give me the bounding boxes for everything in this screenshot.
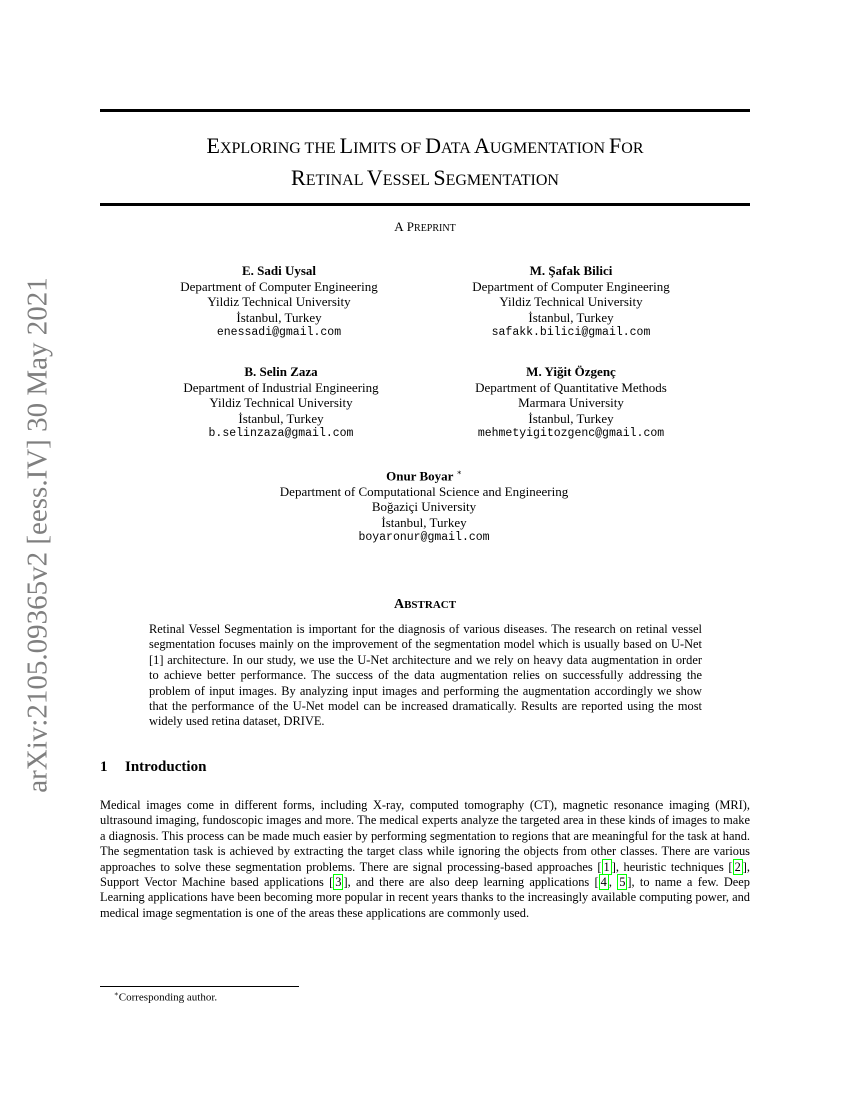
author-university: Yildiz Technical University xyxy=(207,294,351,309)
citation-link-2[interactable]: 2 xyxy=(734,859,741,874)
abstract-heading: ABSTRACT xyxy=(393,597,457,612)
author-name: B. Selin Zaza xyxy=(244,364,318,379)
author-department: Department of Quantitative Methods xyxy=(475,379,667,395)
preprint-label: A PREPRINT xyxy=(394,219,456,234)
title-rule-bottom xyxy=(100,203,750,206)
author-university: Boğaziçi University xyxy=(371,499,477,515)
author-city: İstanbul, Turkey xyxy=(528,309,614,325)
author-department: Department of Computer Engineering xyxy=(180,278,378,294)
author-block-5 xyxy=(274,465,574,546)
author-name: M. Şafak Bilici xyxy=(529,263,613,278)
author-university: Yildiz Technical University xyxy=(209,395,353,410)
author-city: İstanbul, Turkey xyxy=(236,309,322,325)
abstract-text: Retinal Vessel Segmentation is important for the diagnosis of various diseases. The research on retinal vessel segmentation focuses mainly on the improvement of the segmentation model which is usually based on U-Net [1] architecture. In our study, we use the U-Net architecture and we rely on heavy data augmentation in order to achieve better performance. The success of the data augmentation relies on successfully addressing the problem of input images. By analyzing input images and performing the augmentation accordingly we show that the performance of the U-Net model can be increased dramatically. Results are reported using the most widely used retina dataset, DRIVE. xyxy=(149,622,702,729)
author-university: Marmara University xyxy=(518,395,624,410)
author-name: E. Sadi Uysal xyxy=(241,263,317,278)
section-title: Introduction xyxy=(125,759,207,775)
corresponding-author-mark[interactable]: ∗ xyxy=(456,468,462,477)
footnote: ∗Corresponding author. xyxy=(114,990,218,1004)
citation-link-5[interactable]: 5 xyxy=(619,875,626,890)
author-email[interactable]: b.selinzaza@gmail.com xyxy=(208,427,354,440)
author-email[interactable]: safakk.bilici@gmail.com xyxy=(491,326,651,339)
citation-link-4[interactable]: 4 xyxy=(600,875,607,890)
author-email[interactable]: mehmetyigitozgenc@gmail.com xyxy=(477,427,665,440)
author-department: Department of Industrial Engineering xyxy=(183,379,379,395)
introduction-paragraph: Medical images come in different forms, including X-ray, computed tomography (CT), magnetic resonance imaging (MRI), ultrasound imaging, fundoscopic images and more. The medical experts analyze the targeted area in these kinds of images to make a diagnosis. This process can be made much easier by performing segmentation to regions that are meaningful for the task at hand. The segmentation task is achieved by extracting the target class while ignoring the objects from other classes. There are various approaches to solve these segmentation problems. There are signal processing-based approaches [ 1 ], heuristic techniques [ 2 ], Support Vector Machine based applications [ 3 ], and there are also deep learning applications [ 4 , 5 ], to name a few. Deep Learning applications have been becoming more popular in recent years thanks to the increasingly available computing power, and medical image segmentation is one of the areas these applications are commonly used. xyxy=(100,798,751,920)
author-city: İstanbul, Turkey xyxy=(238,410,324,426)
author-block-3 xyxy=(131,364,431,442)
author-department: Department of Computer Engineering xyxy=(472,278,670,294)
section-heading-introduction xyxy=(100,759,206,776)
author-city: İstanbul, Turkey xyxy=(381,514,467,530)
author-name: M. Yiğit Özgenç xyxy=(526,364,616,379)
author-university: Yildiz Technical University xyxy=(499,294,643,309)
title-rule-top xyxy=(100,109,750,112)
footnote-mark: ∗ xyxy=(114,990,119,998)
citation-link-1[interactable]: 1 xyxy=(603,859,610,874)
paper-title: EXPLORING THE LIMITS OF DATA AUGMENTATION FOR RETINAL VESSEL SEGMENTATION xyxy=(206,133,644,190)
author-email[interactable]: boyaronur@gmail.com xyxy=(358,531,490,545)
author-block-2 xyxy=(421,263,721,341)
footnote-rule xyxy=(100,986,299,987)
arxiv-watermark: arXiv:2105.09365v2 [eess.IV] 30 May 2021 xyxy=(21,277,54,793)
citation-link-3[interactable]: 3 xyxy=(335,875,342,890)
author-department: Department of Computational Science and Engineering xyxy=(279,483,569,499)
author-name: Onur Boyar ∗ xyxy=(386,468,462,484)
author-email[interactable]: enessadi@gmail.com xyxy=(216,326,342,339)
author-block-1 xyxy=(129,263,429,341)
section-number: 1 xyxy=(100,759,108,775)
author-city: İstanbul, Turkey xyxy=(528,410,614,426)
author-block-4 xyxy=(421,364,721,442)
